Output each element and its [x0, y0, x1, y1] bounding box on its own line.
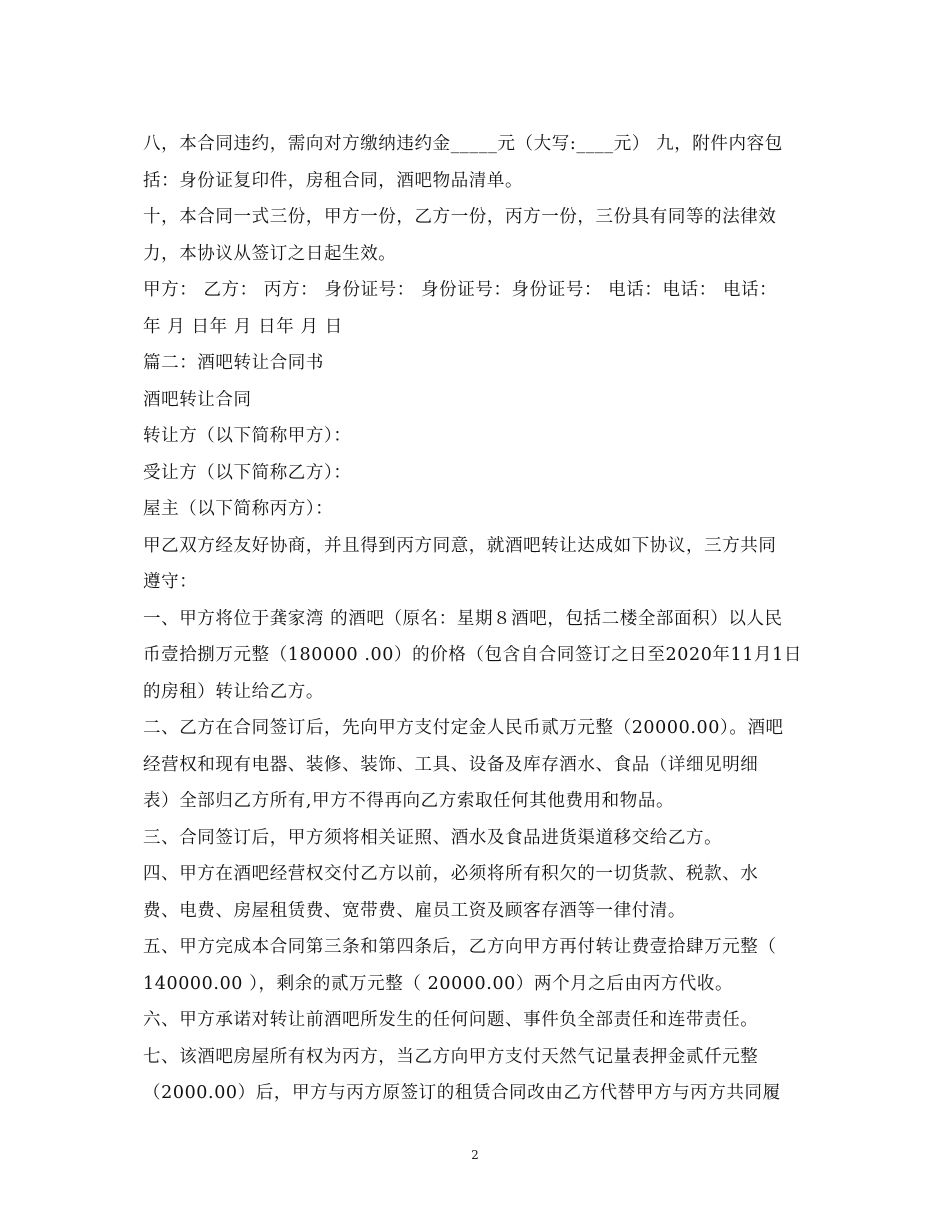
text-line: 币壹拾捌万元整（180000 .00）的价格（包含自合同签订之日至2020年11月1日 [143, 645, 802, 665]
text-line: 经营权和现有电器、装修、装饰、工具、设备及库存酒水、食品（详细见明细 [143, 754, 759, 775]
party-transferor: 转让方（以下简称甲方）： [143, 426, 352, 446]
clause-5: 五、甲方完成本合同第三条和第四条后，乙方向甲方再付转让费壹拾肆万元整（ [143, 937, 777, 957]
signature-labels: 甲方： 乙方： 丙方： 身份证号： 身份证号：身份证号： 电话：电话： 电话： [143, 280, 778, 300]
section-title: 篇二：酒吧转让合同书 [143, 353, 324, 373]
text-line: 遵守： [143, 572, 198, 592]
text-line: 括：身份证复印件，房租合同，酒吧物品清单。 [143, 170, 524, 191]
party-owner: 屋主（以下简称丙方）： [143, 499, 334, 519]
document-body [143, 126, 811, 1112]
clause-2: 二、乙方在合同签订后，先向甲方支付定金人民币贰万元整（20000.00）。酒吧 [143, 718, 784, 738]
party-transferee: 受让方（以下简称乙方）： [143, 462, 352, 483]
text-line: （2000.00）后，甲方与丙方原签订的租赁合同改由乙方代替甲方与丙方共同履 [143, 1083, 781, 1103]
signature-dates: 年 月 日年 月 日年 月 日 [143, 316, 343, 337]
clause-4: 四、甲方在酒吧经营权交付乙方以前，必须将所有积欠的一切货款、税款、水 [143, 864, 759, 884]
text-line: 甲乙双方经友好协商，并且得到丙方同意，就酒吧转让达成如下协议，三方共同 [143, 535, 777, 556]
text-line: 的房租）转让给乙方。 [143, 681, 324, 702]
text-line: 费、电费、房屋租赁费、宽带费、雇员工资及顾客存酒等一律付清。 [143, 900, 686, 921]
text-line: 八，本合同违约，需向对方缴纳违约金_____元（大写:____元） 九，附件内容包 [143, 134, 783, 154]
clause-1: 一、甲方将位于龚家湾 的酒吧（原名：星期８酒吧，包括二楼全部面积）以人民 [143, 608, 783, 629]
text-line: 表）全部归乙方所有,甲方不得再向乙方索取任何其他费用和物品。 [143, 791, 675, 811]
clause-6: 六、甲方承诺对转让前酒吧所发生的任何问题、事件负全部责任和连带责任。 [143, 1010, 759, 1030]
text-line: 140000.00 ），剩余的贰万元整（ 20000.00）两个月之后由丙方代收。 [143, 973, 734, 994]
text-line: 力，本协议从签订之日起生效。 [143, 243, 397, 264]
page-number: 2 [471, 1148, 479, 1162]
text-line: 十，本合同一式三份，甲方一份，乙方一份，丙方一份，三份具有同等的法律效 [143, 207, 777, 227]
contract-title: 酒吧转让合同 [143, 389, 252, 410]
clause-7: 七、该酒吧房屋所有权为丙方，当乙方向甲方支付天然气记量表押金贰仟元整 [143, 1046, 759, 1067]
clause-3: 三、合同签订后，甲方须将相关证照、酒水及食品进货渠道移交给乙方。 [143, 827, 723, 848]
